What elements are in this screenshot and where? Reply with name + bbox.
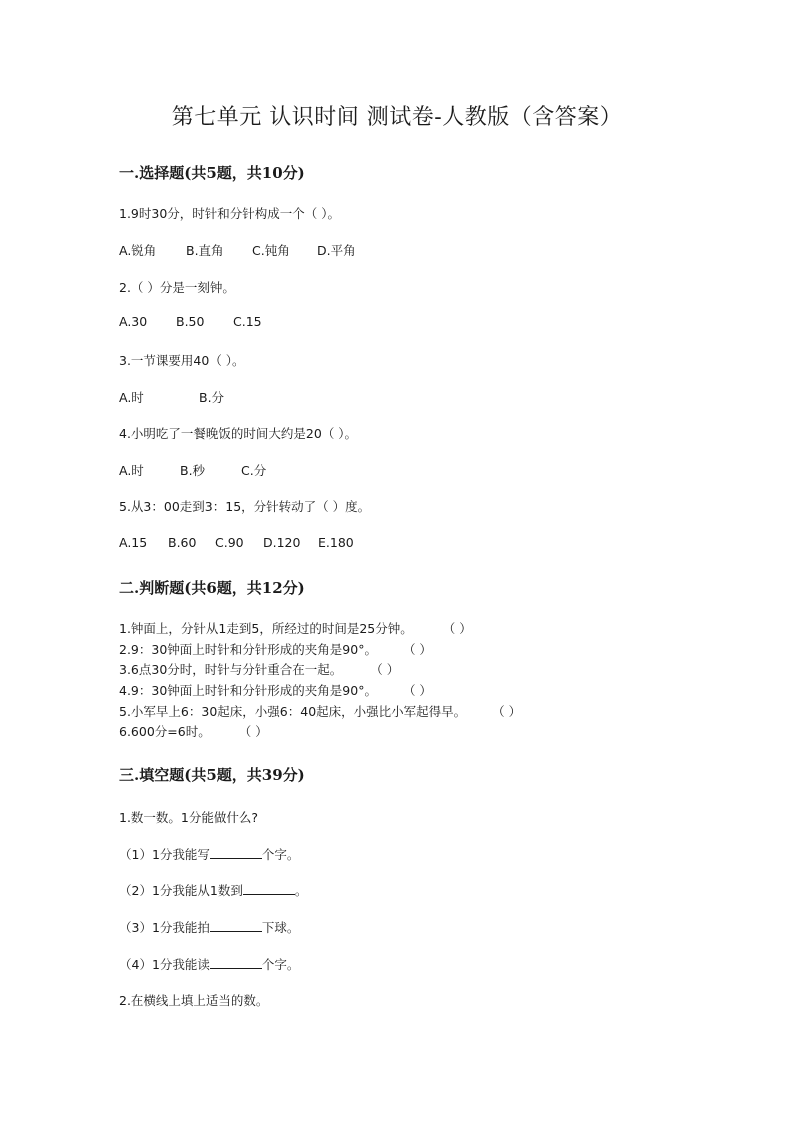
answer-paren: （ ） xyxy=(370,662,400,677)
option: E.180 xyxy=(318,535,354,550)
question-text: 1.9时30分，时针和分针构成一个（ ）。 xyxy=(119,206,341,221)
judge-text: 5.小军早上6：30起床，小强6：40起床，小强比小军起得早。 xyxy=(119,704,467,719)
judge-item xyxy=(119,702,521,720)
fill-item xyxy=(119,918,299,936)
question-text: 1.数一数。1分能做什么? xyxy=(119,810,259,825)
options-row xyxy=(119,461,266,479)
options-row xyxy=(119,535,354,550)
judge-text: 3.6点30分时，时针与分针重合在一起。 xyxy=(119,662,343,677)
option: B.直角 xyxy=(186,243,224,258)
option: C.分 xyxy=(241,463,267,478)
option: A.15 xyxy=(119,535,148,550)
option: C.90 xyxy=(215,535,244,550)
option: A.时 xyxy=(119,463,144,478)
option: B.秒 xyxy=(180,463,206,478)
question-text: 2.在横线上填上适当的数。 xyxy=(119,993,269,1008)
judge-text: 2.9：30钟面上时针和分针形成的夹角是90°。 xyxy=(119,642,377,657)
option: C.钝角 xyxy=(252,243,290,258)
option: D.120 xyxy=(263,535,301,550)
fill-before: （1）1分我能写 xyxy=(119,847,210,862)
answer-paren: （ ） xyxy=(402,642,432,657)
section-heading-fill: 三.填空题(共5题，共39分) xyxy=(119,766,305,784)
page-title: 第七单元 认识时间 测试卷-人教版（含答案） xyxy=(171,105,623,130)
option: B.50 xyxy=(176,314,205,329)
answer-paren: （ ） xyxy=(442,621,472,636)
answer-blank xyxy=(210,919,262,932)
options-row xyxy=(119,388,224,406)
judge-item xyxy=(119,681,432,699)
answer-paren: （ ） xyxy=(402,683,432,698)
fill-item xyxy=(119,881,307,899)
option: A.30 xyxy=(119,314,148,329)
answer-paren: （ ） xyxy=(492,704,522,719)
section-heading-choice: 一.选择题(共5题，共10分) xyxy=(119,164,305,182)
judge-item xyxy=(119,660,399,678)
judge-item xyxy=(119,640,432,658)
fill-after: 下球。 xyxy=(261,920,300,935)
option: B.60 xyxy=(168,535,197,550)
question-text: 3.一节课要用40（ ）。 xyxy=(119,353,245,368)
fill-item xyxy=(119,955,299,973)
judge-item xyxy=(119,619,472,637)
answer-blank xyxy=(243,882,295,895)
judge-text: 4.9：30钟面上时针和分针形成的夹角是90°。 xyxy=(119,683,377,698)
fill-before: （4）1分我能读 xyxy=(119,957,210,972)
options-row xyxy=(119,314,262,329)
section-heading-judge: 二.判断题(共6题，共12分) xyxy=(119,579,305,597)
option: A.锐角 xyxy=(119,243,157,258)
answer-blank xyxy=(210,956,262,969)
fill-after: 个字。 xyxy=(261,847,300,862)
question-text: 5.从3：00走到3：15，分针转动了（ ）度。 xyxy=(119,499,371,514)
option: D.平角 xyxy=(317,243,356,258)
option: C.15 xyxy=(233,314,262,329)
question-text: 2.（ ）分是一刻钟。 xyxy=(119,280,235,295)
question-text: 4.小明吃了一餐晚饭的时间大约是20（ ）。 xyxy=(119,426,358,441)
answer-paren: （ ） xyxy=(238,724,268,739)
option: A.时 xyxy=(119,390,144,405)
fill-after: 。 xyxy=(294,883,308,898)
judge-item xyxy=(119,722,268,740)
fill-after: 个字。 xyxy=(261,957,300,972)
fill-item xyxy=(119,845,299,863)
options-row xyxy=(119,241,356,259)
judge-text: 1.钟面上，分针从1走到5，所经过的时间是25分钟。 xyxy=(119,621,413,636)
option: B.分 xyxy=(199,390,225,405)
answer-blank xyxy=(210,846,262,859)
fill-before: （2）1分我能从1数到 xyxy=(119,883,243,898)
fill-before: （3）1分我能拍 xyxy=(119,920,210,935)
judge-text: 6.600分=6时。 xyxy=(119,724,211,739)
